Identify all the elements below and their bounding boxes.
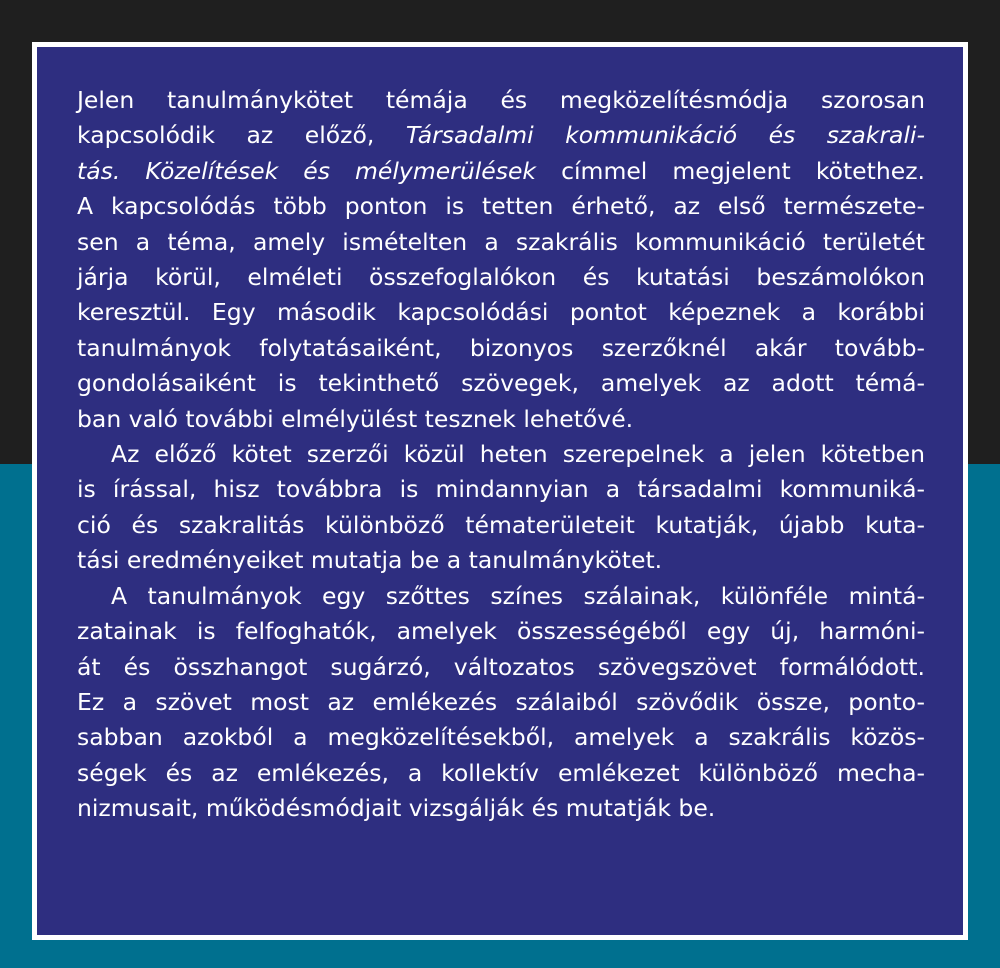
line-text: Jelen tanulmánykötet témája és megközelítésmódja szorosan <box>77 86 925 114</box>
line-text: gondolásaiként is tekinthető szövegek, amelyek az adott témá- <box>77 369 925 398</box>
text-line: nizmusait, működésmódjait vizsgálják és mutatják be. <box>77 794 716 823</box>
text-line: zatainak is felfoghatók, amelyek összességéből egy új, harmóni- <box>77 617 925 646</box>
text-line: Ez a szövet most az emlékezés szálaiból szövődik össze, ponto- <box>77 687 925 716</box>
text-line <box>77 295 925 330</box>
text-line: Az előző kötet szerzői közül heten szerepelnek a jelen kötetben <box>111 440 925 469</box>
text-line <box>77 260 925 295</box>
book-title-italic: tás. Közelítések és mélymerülések <box>77 156 537 185</box>
line-text: tanulmányok folytatásaiként, bizonyos szerzőknél akár tovább- <box>77 333 925 362</box>
text-line: át és összhangot sugárzó, változatos szövegszövet formálódott. <box>77 652 925 681</box>
text-line <box>77 331 925 366</box>
paragraph-3 <box>77 579 925 827</box>
text-line <box>77 118 925 153</box>
text-line: sabban azokból a megközelítésekből, amelyek a szakrális közös- <box>77 723 925 752</box>
line-text: keresztül. Egy második kapcsolódási pontot képeznek a korábbi <box>77 298 925 327</box>
line-text: járja körül, elméleti összefoglalókon és kutatási beszámolókon <box>77 263 925 292</box>
paragraph-1 <box>77 83 925 437</box>
text-line: ció és szakralitás különböző tématerületeit kutatják, újabb kuta- <box>77 510 925 539</box>
text-panel <box>37 47 963 935</box>
line-text: sen a téma, amely ismételten a szakrális kommunikáció területét <box>77 227 925 256</box>
paragraph-2 <box>77 437 925 579</box>
text-line: A tanulmányok egy szőttes színes szálainak, különféle mintá- <box>111 581 925 610</box>
line-text: kapcsolódik az előző, <box>77 121 406 150</box>
book-title-italic: Társadalmi kommunikáció és szakrali- <box>405 121 925 150</box>
text-line <box>77 225 925 260</box>
line-text: címmel megjelent kötethez. <box>536 156 926 185</box>
text-line <box>77 402 925 437</box>
text-line: is írással, hisz továbbra is mindannyian a társadalmi kommuniká- <box>77 475 925 504</box>
text-line <box>77 154 925 189</box>
line-text: A kapcsolódás több ponton is tetten érhető, az első természete- <box>77 192 925 221</box>
text-line <box>77 83 925 118</box>
text-line: ségek és az emlékezés, a kollektív emlékezet különböző mecha- <box>77 758 925 787</box>
text-line <box>77 366 925 401</box>
text-panel-frame <box>32 42 968 940</box>
text-line <box>77 189 925 224</box>
text-line: tási eredményeiket mutatja be a tanulmánykötet. <box>77 546 663 575</box>
line-text: ban való további elmélyülést tesznek lehetővé. <box>77 404 634 433</box>
